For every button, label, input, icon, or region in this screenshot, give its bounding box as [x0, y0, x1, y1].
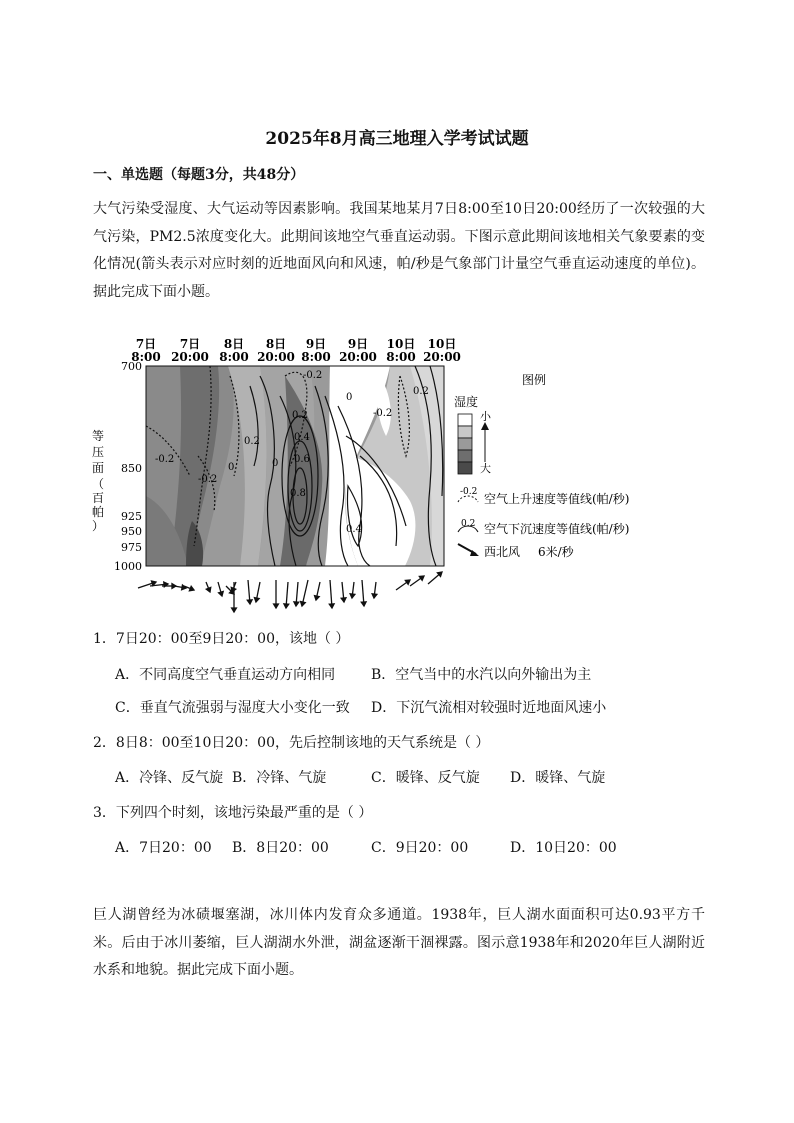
contour-label: -0.2	[198, 474, 218, 485]
legend-up-value: -0.2	[460, 487, 478, 497]
time-label: 10日	[386, 337, 416, 351]
wind-arrow-head	[189, 586, 194, 590]
contour-label: 0.2	[244, 436, 260, 447]
wind-arrow-head	[361, 602, 366, 606]
contour-label: 0.2	[413, 386, 429, 397]
question-3: 3．下列四个时刻，该地污染最严重的是（ ）	[93, 805, 373, 821]
q3-option-b: B．8日20：00	[232, 840, 329, 856]
q3-option-a: A．7日20：00	[115, 840, 212, 856]
wind-arrow-head	[329, 604, 334, 608]
section-heading: 一、单选题（每题3分，共48分）	[93, 167, 305, 183]
q2-option-c: C．暖锋、反气旋	[371, 770, 480, 786]
time-label: 8:00	[301, 350, 331, 364]
y-label: （	[91, 477, 105, 491]
contour-label: 0.2	[292, 410, 308, 421]
wind-arrow-head	[219, 591, 224, 596]
wind-arrow-head	[341, 598, 346, 602]
legend-wind-speed: 6米/秒	[538, 545, 574, 559]
question-1: 1．7日20：00至9日20：00，该地（ ）	[93, 631, 350, 647]
time-label: 8日	[223, 337, 245, 351]
intro-paragraph-2: 巨人湖曾经为冰碛堰塞湖，冰川体内发育众多通道。1938年，巨人湖水面面积可达0.93平方千米。后由于冰川萎缩，巨人湖湖水外泄，湖盆逐渐干涸裸露。图示意1938年和2020年巨人湖附近水系和地貌。据此完成下面小题。	[93, 907, 705, 978]
page-title: 2025年8月高三地理入学考试试题	[265, 129, 529, 149]
time-label: 20:00	[171, 350, 209, 364]
y-tick: 850	[121, 462, 142, 475]
intro-paragraph: 大气污染受湿度、大气运动等因素影响。我国某地某月7日8:00至10日20:00经历了一次较强的大气污染，PM2.5浓度变化大。此期间该地空气垂直运动弱。下图示意此期间该地相关气象要素的变化情况(箭头表示对应时刻的近地面风向和风速，帕/秒是气象部门计量空气垂直运动速度的单位)。据此完成下面小题。	[93, 201, 705, 300]
time-label: 10日	[427, 337, 457, 351]
q1-option-d: D．下沉气流相对较强时近地面风速小	[371, 700, 607, 716]
wind-arrow-head	[294, 602, 299, 606]
contour-label: 0.4	[294, 432, 310, 443]
time-label: 8:00	[219, 350, 249, 364]
legend-wind-text: 西北风	[484, 545, 521, 559]
q3-option-d: D．10日20：00	[510, 840, 617, 856]
legend-humidity-label: 湿度	[454, 395, 479, 409]
y-tick: 925	[121, 510, 142, 523]
wind-arrow-head	[315, 596, 320, 600]
legend-small: 小	[480, 410, 491, 423]
time-label: 7日	[135, 337, 157, 351]
wind-arrow-head	[405, 580, 410, 584]
contour-label: 0	[228, 462, 235, 473]
y-tick: 975	[121, 541, 142, 554]
wind-arrow-head	[301, 602, 306, 606]
y-label: 百	[91, 491, 105, 505]
contour-label: 0.8	[290, 488, 306, 499]
wind-arrow-head	[254, 598, 259, 602]
time-label: 8:00	[386, 350, 416, 364]
time-label: 20:00	[339, 350, 377, 364]
time-label: 9日	[305, 337, 327, 351]
q3-option-c: C．9日20：00	[371, 840, 469, 856]
wind-arrow-head	[372, 594, 377, 598]
wind-arrow-head	[284, 604, 289, 608]
legend-title: 图例	[522, 373, 547, 387]
legend	[454, 372, 629, 559]
y-tick: 1000	[114, 560, 142, 573]
y-label: 压	[91, 445, 105, 459]
q1-option-a: A．不同高度空气垂直运动方向相同	[115, 667, 336, 683]
q1-option-c: C．垂直气流强弱与湿度大小变化一致	[115, 700, 350, 716]
q2-option-b: B．冷锋、气旋	[232, 770, 327, 786]
contour-label: -0.2	[155, 454, 175, 465]
y-tick: 700	[121, 360, 142, 373]
contour-label: -0.2	[373, 408, 393, 419]
wind-arrow-head	[350, 594, 355, 598]
question-2: 2．8日8：00至10日20：00，先后控制该地的天气系统是（ ）	[93, 735, 490, 751]
time-label: 8:00	[131, 350, 161, 364]
contour-label: 0.6	[294, 454, 310, 465]
legend-down-text: 空气下沉速度等值线(帕/秒)	[484, 522, 630, 536]
time-label: 20:00	[257, 350, 295, 364]
contour-label: 0	[272, 458, 279, 469]
q2-option-d: D．暖锋、气旋	[510, 770, 606, 786]
wind-arrow-head	[206, 587, 210, 592]
wind-arrow-head	[419, 576, 424, 580]
meteorology-figure	[91, 336, 700, 612]
contour-label: 0.4	[346, 524, 362, 535]
contour-label: -0.2	[303, 370, 323, 381]
y-label: 等	[91, 429, 105, 443]
q1-option-b: B．空气当中的水汽以向外输出为主	[371, 667, 592, 683]
y-tick: 950	[121, 525, 142, 538]
legend-large: 大	[480, 462, 491, 475]
y-label: 面	[91, 461, 105, 475]
q2-option-a: A．冷锋、反气旋	[115, 770, 224, 786]
y-label: ）	[91, 519, 105, 533]
y-label: 帕	[91, 505, 105, 519]
wind-arrow-head	[274, 604, 279, 608]
legend-down-value: 0.2	[461, 519, 476, 529]
time-label: 7日	[179, 337, 201, 351]
time-label: 8日	[265, 337, 287, 351]
wind-arrow-head	[247, 600, 252, 604]
time-label: 20:00	[423, 350, 461, 364]
legend-up-text: 空气上升速度等值线(帕/秒)	[484, 492, 630, 506]
wind-arrow-head	[182, 585, 186, 590]
humidity-field	[146, 366, 444, 566]
wind-arrow-head	[232, 608, 237, 612]
contour-label: 0	[346, 392, 353, 403]
time-label: 9日	[347, 337, 369, 351]
